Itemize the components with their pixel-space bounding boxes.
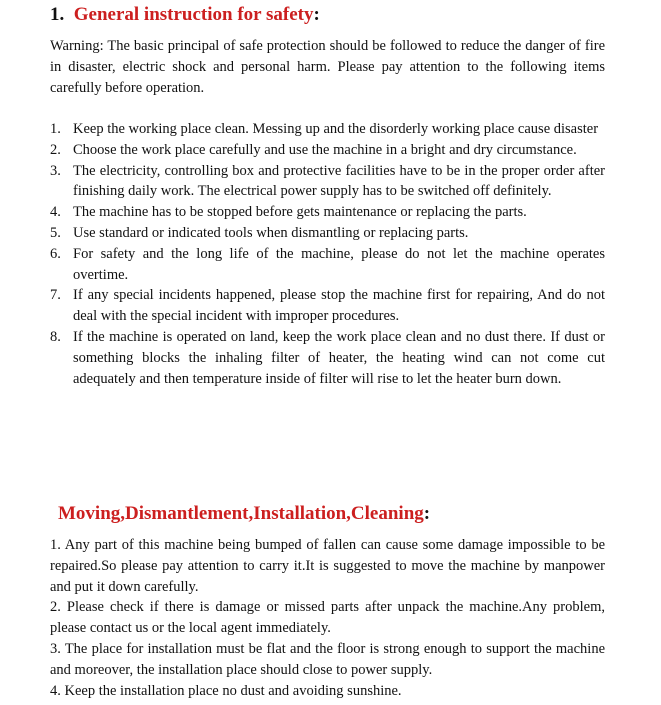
warning-paragraph: Warning: The basic principal of safe protection should be followed to reduce the danger of fire in disaster, electric shock and personal harm. Please pay attention to the following items carefully before operation. [50,38,605,96]
list-item [50,285,605,327]
section-2-colon: : [423,503,431,524]
section-2-body [50,535,605,701]
list-item [50,327,605,389]
list-item [50,223,605,244]
item-number: 5. [50,224,61,241]
list-item [50,202,605,223]
section-1-title: General instruction for safety [73,4,314,25]
safety-list [50,119,605,389]
item-text: Use standard or indicated tools when dismantling or replacing parts. [73,224,469,241]
item-number: 8. [50,328,61,345]
item-number: 2. [50,141,61,158]
list-item [50,119,605,140]
section-2-heading [58,503,430,525]
list-item [50,140,605,161]
list-item [50,161,605,203]
list-item [50,244,605,286]
section-1-number: 1. [50,4,65,25]
item-text: For safety and the long life of the machine, please do not let the machine operates overtime. [73,245,605,283]
paragraph: 2. Please check if there is damage or missed parts after unpack the machine.Any problem, please contact us or the local agent immediately. [50,599,605,637]
item-text: The machine has to be stopped before gets maintenance or replacing the parts. [73,204,527,221]
item-number: 6. [50,245,61,262]
paragraph: 4. Keep the installation place no dust and avoiding sunshine. [50,682,402,699]
item-number: 3. [50,162,61,179]
section-1-heading [50,4,320,26]
section-1-colon: : [313,4,320,25]
item-text: Keep the working place clean. Messing up and the disorderly working place cause disaster [73,121,599,137]
item-number: 7. [50,287,61,304]
paragraph: 3. The place for installation must be flat and the floor is strong enough to support the machine and moreover, the installation place should close to power supply. [50,640,605,678]
item-text: If any special incidents happened, please stop the machine first for repairing, And do not deal with the special incident with improper procedures. [73,287,605,325]
paragraph: 1. Any part of this machine being bumped of fallen can cause some damage impossible to be repaired.So please pay attention to carry it.It is suggested to move the machine by manpower and put it down carefully. [50,537,605,595]
section-2-title: Moving,Dismantlement,Installation,Cleaning [58,503,424,524]
item-text: Choose the work place carefully and use the machine in a bright and dry circumstance. [73,141,577,158]
item-number: 4. [50,204,61,221]
item-text: If the machine is operated on land, keep the work place clean and no dust there. If dust or something blocks the inhaling filter of heater, the heating wind can not come cut adequately and then temperature inside of filter will rise to let the heater burn down. [73,328,605,387]
item-number: 1. [50,121,61,137]
item-text: The electricity, controlling box and protective facilities have to be in the proper order after finishing daily work. The electrical power supply has to be switched off definitely. [73,162,605,200]
